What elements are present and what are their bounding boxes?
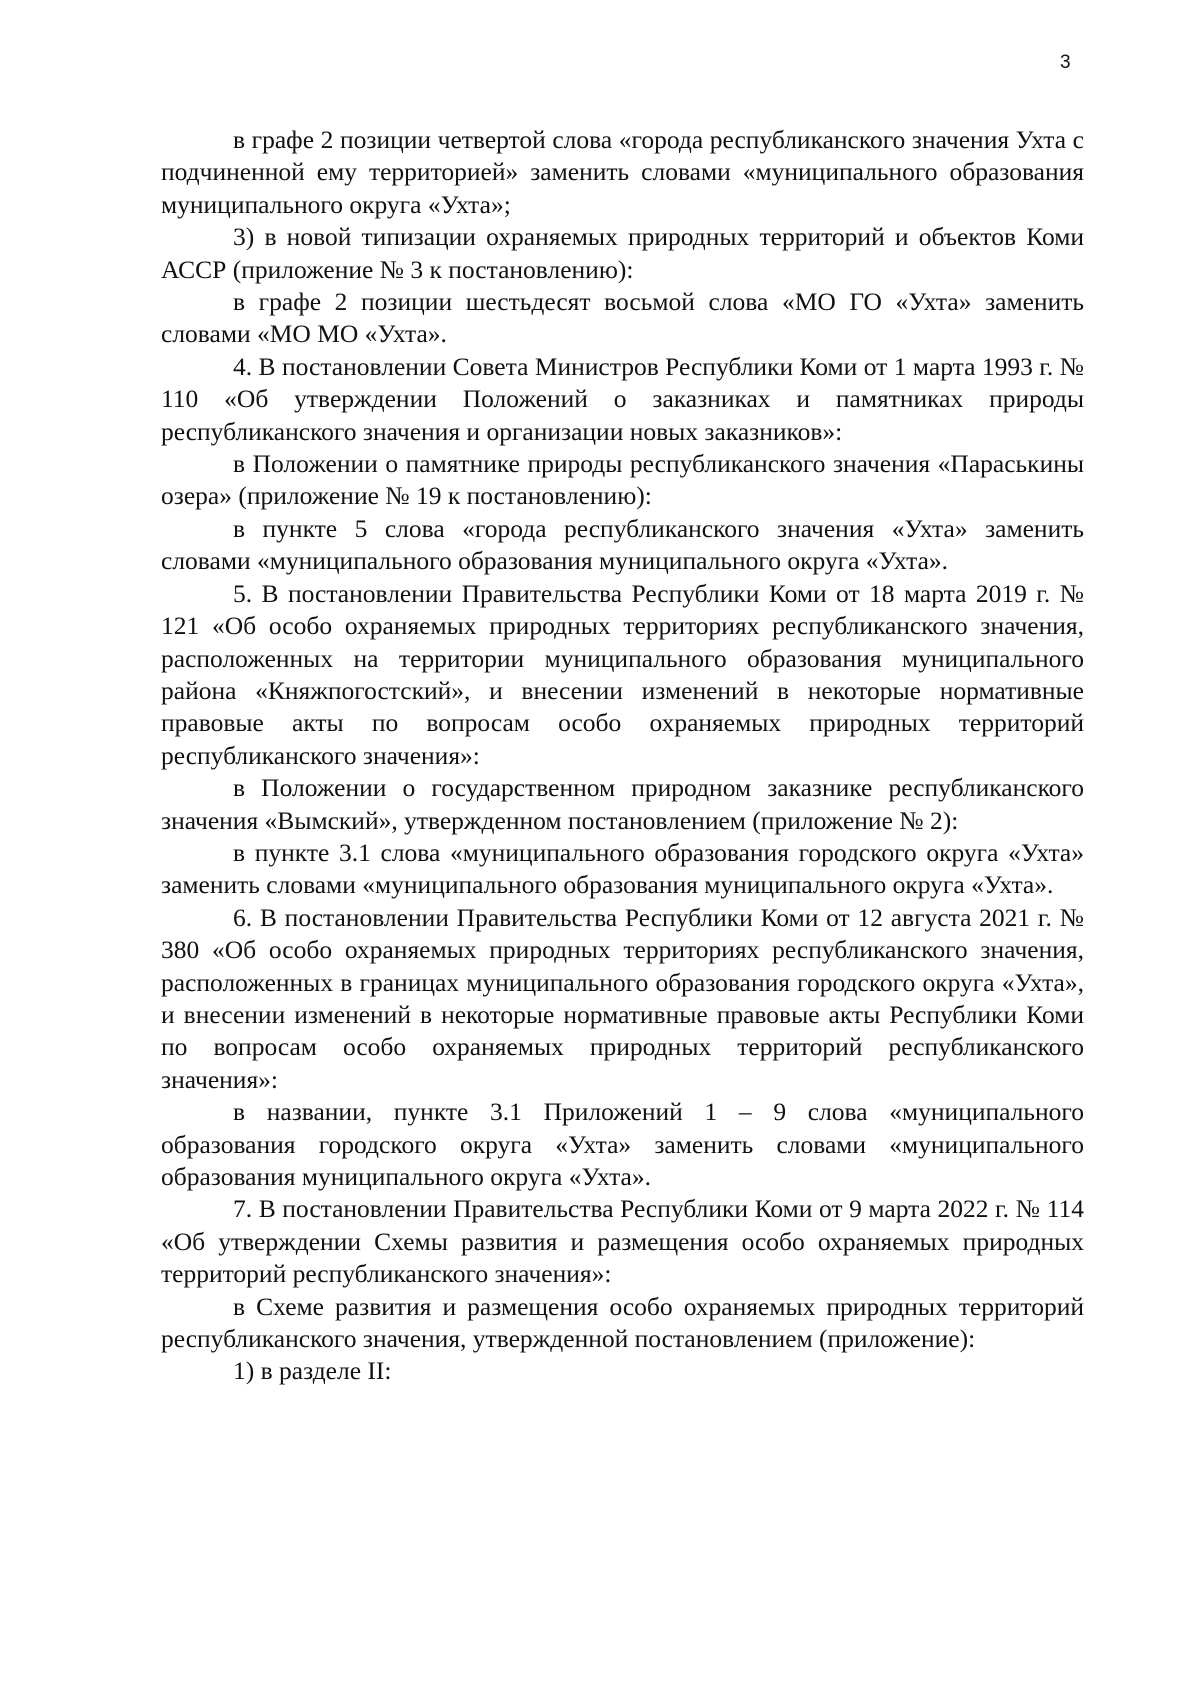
paragraph: 3) в новой типизации охраняемых природных территорий и объектов Коми АССР (приложение № 3 к постановлению): xyxy=(161,222,1084,284)
paragraph: в Положении о государственном природном заказнике республиканского значения «Вымский», утвержденном постановлением (приложение № 2): xyxy=(161,773,1084,835)
document-body xyxy=(161,124,1084,1388)
paragraph: 5. В постановлении Правительства Республики Коми от 18 марта 2019 г. № 121 «Об особо охраняемых природных территориях республиканского значения, расположенных на территории муниципального образования муниципального района «Княжпогостский», и внесении изменений в некоторые нормативные правовые акты по вопросам особо охраняемых природных территорий республиканского значения»: xyxy=(161,578,1084,770)
paragraph: в пункте 3.1 слова «муниципального образования городского округа «Ухта» заменить словами «муниципального образования муниципального округа «Ухта». xyxy=(161,837,1084,900)
paragraph: в графе 2 позиции четвертой слова «города республиканского значения Ухта с подчиненной ему территорией» заменить словами «муниципального образования муниципального округа «Ухта»; xyxy=(161,125,1084,219)
paragraph: в графе 2 позиции шестьдесят восьмой слова «МО ГО «Ухта» заменить словами «МО МО «Ухта». xyxy=(161,287,1084,349)
paragraph: в Схеме развития и размещения особо охраняемых природных территорий республиканского значения, утвержденной постановлением (приложение): xyxy=(161,1291,1084,1354)
paragraph: в Положении о памятнике природы республиканского значения «Параськины озера» (приложение № 19 к постановлению): xyxy=(161,449,1084,511)
paragraph: 7. В постановлении Правительства Республики Коми от 9 марта 2022 г. № 114 «Об утверждении Схемы развития и размещения особо охраняемых природных территорий республиканского значения»: xyxy=(161,1194,1084,1289)
page-number: 3 xyxy=(1060,52,1071,73)
paragraph: 6. В постановлении Правительства Республики Коми от 12 августа 2021 г. № 380 «Об особо охраняемых природных территориях республиканского значения, расположенных в границах муниципального образования городского округа «Ухта», и внесении изменений в некоторые нормативные правовые акты Республики Коми по вопросам особо охраняемых природных территорий республиканского значения»: xyxy=(161,902,1084,1094)
paragraph: в пункте 5 слова «города республиканского значения «Ухта» заменить словами «муниципального образования муниципального округа «Ухта». xyxy=(161,513,1084,576)
paragraph: 4. В постановлении Совета Министров Республики Коми от 1 марта 1993 г. № 110 «Об утверждении Положений о заказниках и памятниках природы республиканского значения и организации новых заказников»: xyxy=(161,351,1084,446)
paragraph: 1) в разделе II: xyxy=(233,1356,392,1386)
paragraph: в названии, пункте 3.1 Приложений 1 – 9 слова «муниципального образования городского округа «Ухта» заменить словами «муниципального образования муниципального округа «Ухта». xyxy=(161,1097,1084,1191)
